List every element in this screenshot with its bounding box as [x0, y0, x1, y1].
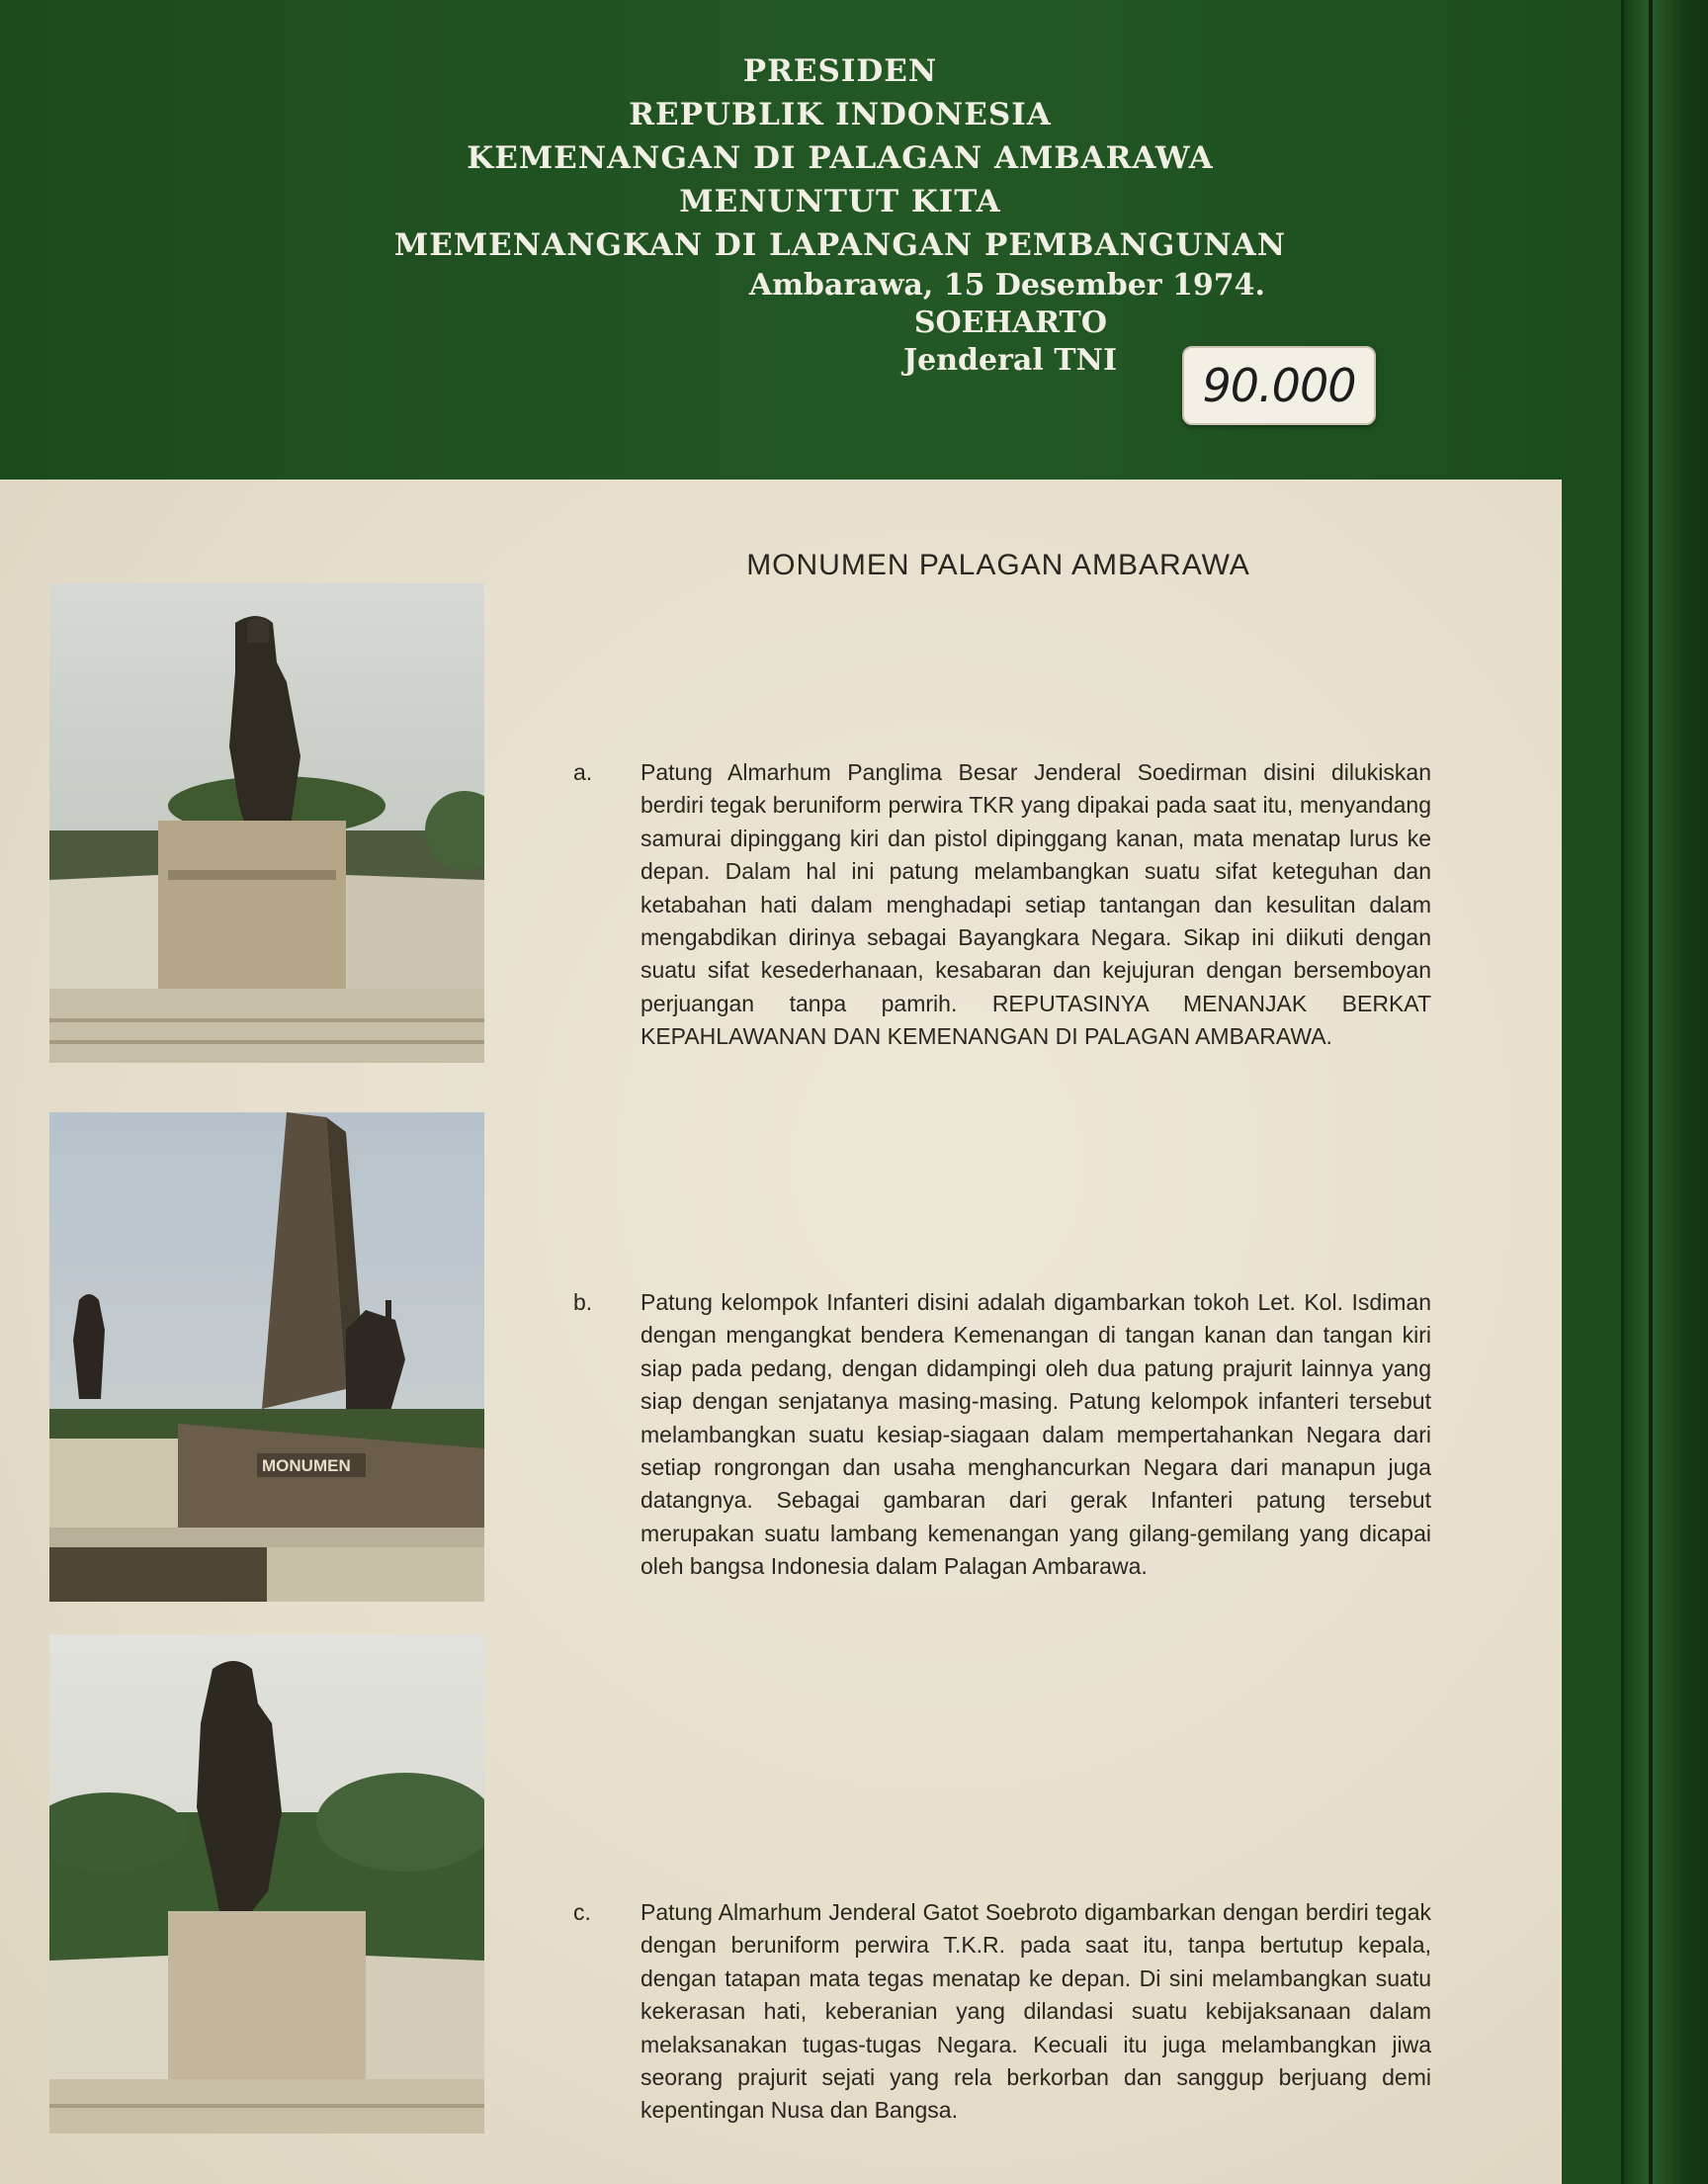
signature-rank: Jenderal TNI [902, 343, 1117, 378]
description-item-c [573, 1896, 1433, 2153]
sheet-title: MONUMEN PALAGAN AMBARAWA [746, 549, 1250, 581]
pasted-sheet [0, 480, 1562, 2184]
price-tag-text: 90.000 [1202, 359, 1356, 412]
header-line: MEMENANGKAN DI LAPANGAN PEMBANGUNAN [393, 227, 1287, 263]
price-tag [1182, 346, 1376, 425]
description-item-b [573, 1286, 1433, 1622]
cover-header [297, 49, 1384, 267]
header-line: PRESIDEN [742, 53, 938, 89]
header-line: KEMENANGAN DI PALAGAN AMBARAWA [467, 140, 1214, 176]
monument-plaque-text: MONUMEN [262, 1456, 351, 1475]
signature-name: SOEHARTO [913, 306, 1107, 340]
header-line: REPUBLIK INDONESIA [629, 97, 1052, 132]
item-text: Patung Almarhum Panglima Besar Jenderal Soedirman disini dilukiskan berdiri tegak beruniform perwira TKR yang dipakai pada saat itu, menyandang samurai dipinggang kiri dan pistol dipinggang kanan, mata menatap lurus ke depan. Dalam hal ini patung melambangkan suatu sifat keteguhan dan ketabahan hati dalam menghadapi setiap tantangan dan kesulitan dalam mengabdikan dirinya sebagai Bayangkara Negara. Sikap ini diikuti dengan suatu sifat kesederhanaan, kesabaran dan kejujuran dengan bersemboyan perjuangan tanpa pamrih. REPUTASINYA MENANJAK BERKAT KEPAHLAWANAN DAN KEMENANGAN DI PALAGAN AMBARAWA. [640, 759, 1431, 1050]
item-letter: c. [573, 1899, 591, 1925]
item-letter: b. [573, 1289, 593, 1315]
description-item-a [573, 756, 1433, 1092]
photo-gatot-soebroto-statue [49, 1634, 484, 2134]
item-text: Patung kelompok Infanteri disini adalah digambarkan tokoh Let. Kol. Isdiman dengan mengangkat bendera Kemenangan di tangan kanan dan tangan kiri siap pada pedang, dengan didampingi oleh dua patung prajurit lainnya yang siap dengan senjatanya masing-masing. Patung kelompok infanteri tersebut melambangkan suatu kesiap-siagaan dalam mempertahankan Negara dari setiap rongrongan dan usaha menghancurkan Negara dari manapun juga datangnya. Sebagai gambaran dari gerak Infanteri patung tersebut merupakan suatu lambang kemenangan yang gilang-gemilang yang dicapai oleh bangsa Indonesia dalam Palagan Ambarawa. [640, 1289, 1431, 1580]
photo-soedirman-statue [49, 583, 484, 1063]
item-text: Patung Almarhum Jenderal Gatot Soebroto digambarkan dengan berdiri tegak dengan beruniform perwira T.K.R. pada saat itu, tanpa bertutup kepala, dengan tatapan mata tegas menatap ke depan. Di sini melambangkan suatu kekerasan hati, keberanian yang dilandasi suatu kebijaksanaan dalam melaksanakan tugas-tugas Negara. Kecuali itu juga melambangkan jiwa seorang prajurit sejati yang rela berkorban dan sanggup berjuang demi kepentingan Nusa dan Bangsa. [640, 1899, 1431, 2124]
header-line: MENUNTUT KITA [679, 184, 1001, 219]
item-letter: a. [573, 759, 593, 785]
photo-infantry-monument [49, 1112, 484, 1602]
signature-place-date: Ambarawa, 15 Desember 1974. [748, 268, 1265, 303]
spine-edge [1649, 0, 1653, 2184]
book-spine [1621, 0, 1708, 2184]
